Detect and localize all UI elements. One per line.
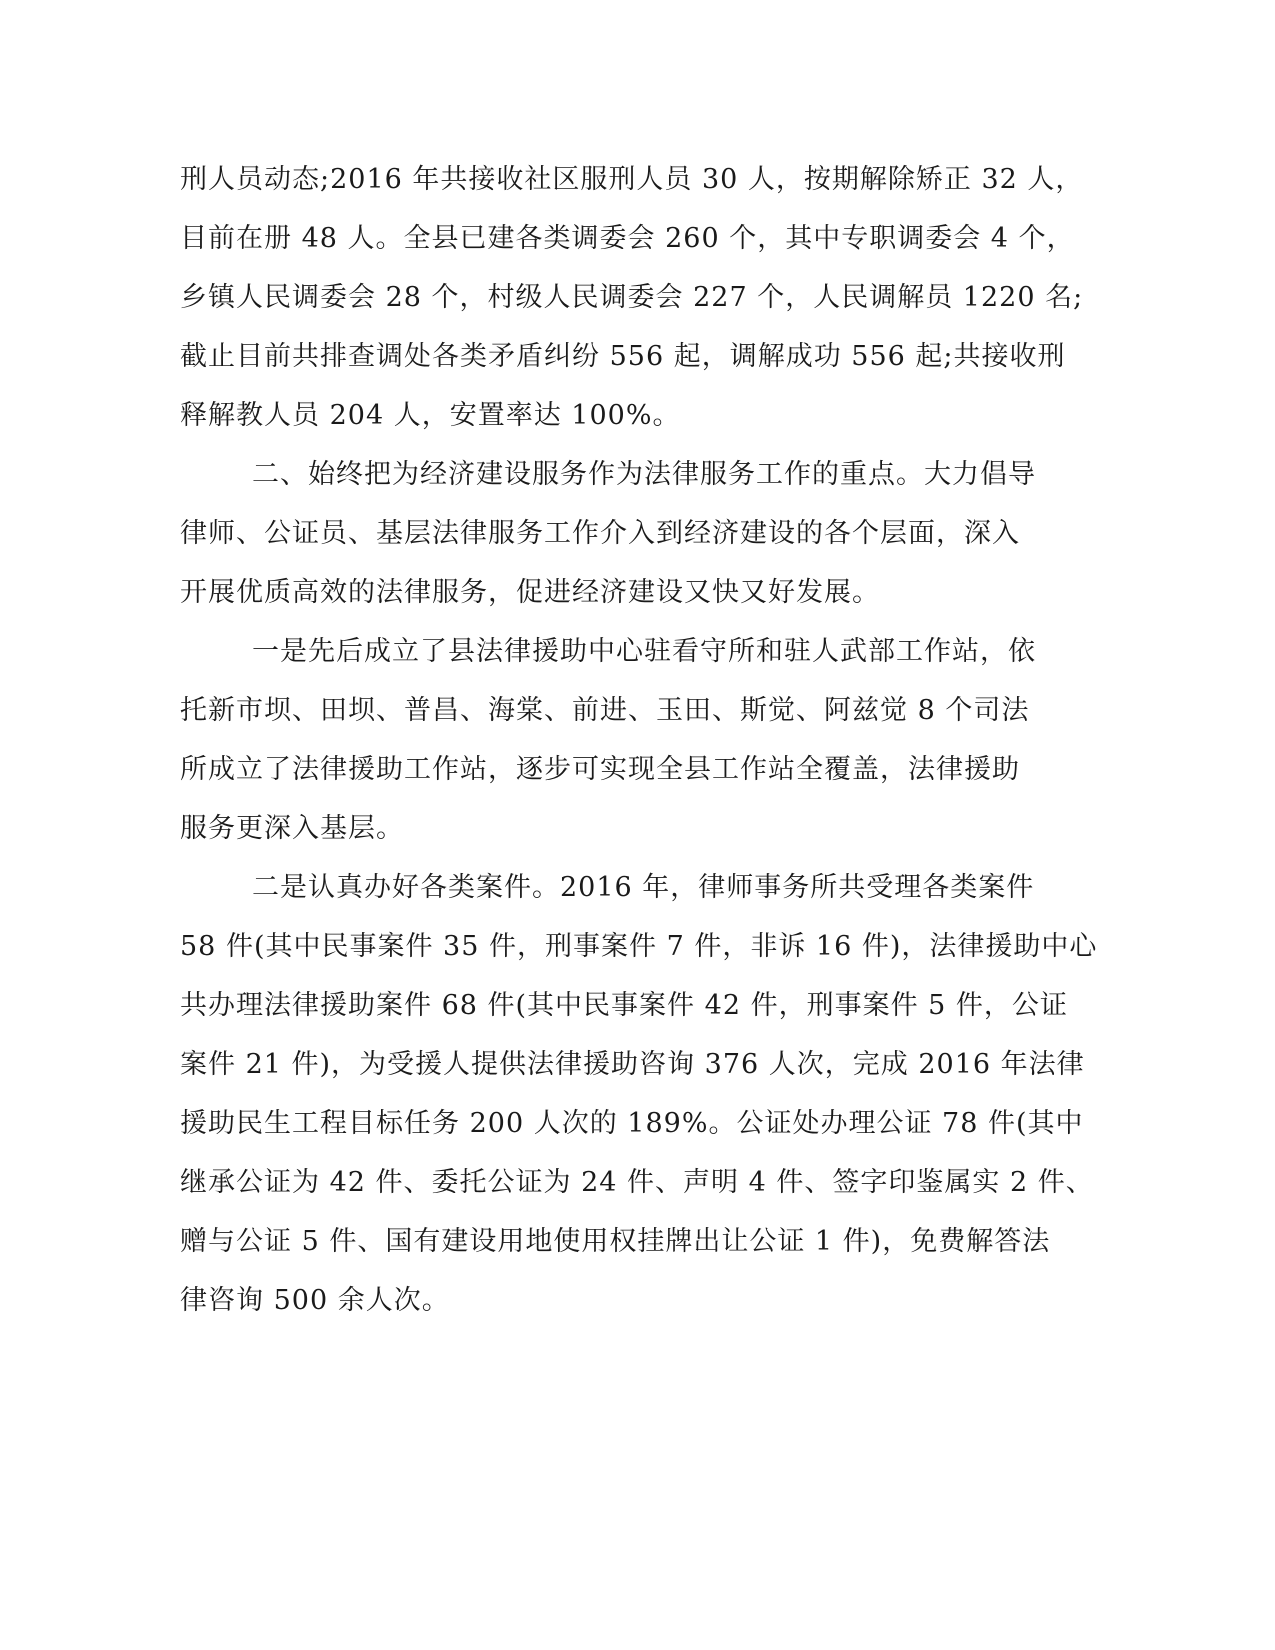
text-line: 服务更深入基层。 [180,813,404,844]
paragraph-first-line: 二、始终把为经济建设服务作为法律服务工作的重点。大力倡导 [252,459,1036,490]
text-line: 刑人员动态;2016 年共接收社区服刑人员 30 人，按期解除矫正 32 人， [180,164,1084,195]
text-line: 乡镇人民调委会 28 个，村级人民调委会 227 个，人民调解员 1220 名; [180,282,1084,313]
text-line: 律咨询 500 余人次。 [180,1285,450,1316]
text-line: 释解教人员 204 人，安置率达 100%。 [180,400,681,431]
text-line: 所成立了法律援助工作站，逐步可实现全县工作站全覆盖，法律援助 [180,754,1020,785]
text-line: 继承公证为 42 件、委托公证为 24 件、声明 4 件、签字印鉴属实 2 件、 [180,1167,1094,1198]
text-line: 共办理法律援助案件 68 件(其中民事案件 42 件，刑事案件 5 件，公证 [180,990,1068,1021]
text-line: 援助民生工程目标任务 200 人次的 189%。公证处办理公证 78 件(其中 [180,1108,1084,1139]
text-line: 58 件(其中民事案件 35 件，刑事案件 7 件，非诉 16 件)，法律援助中心 [180,931,1098,962]
paragraph-first-line: 一是先后成立了县法律援助中心驻看守所和驻人武部工作站，依 [252,636,1036,667]
text-line: 截止目前共排查调处各类矛盾纠纷 556 起，调解成功 556 起;共接收刑 [180,341,1066,372]
document-body [180,150,1098,1330]
text-line: 目前在册 48 人。全县已建各类调委会 260 个，其中专职调委会 4 个， [180,223,1075,254]
paragraph-first-line: 二是认真办好各类案件。2016 年，律师事务所共受理各类案件 [252,872,1035,903]
text-line: 赠与公证 5 件、国有建设用地使用权挂牌出让公证 1 件)，免费解答法 [180,1226,1051,1257]
text-line: 开展优质高效的法律服务，促进经济建设又快又好发展。 [180,577,880,608]
text-line: 托新市坝、田坝、普昌、海棠、前进、玉田、斯觉、阿兹觉 8 个司法 [180,695,1030,726]
text-line: 案件 21 件)，为受援人提供法律援助咨询 376 人次，完成 2016 年法律 [180,1049,1085,1080]
text-line: 律师、公证员、基层法律服务工作介入到经济建设的各个层面，深入 [180,518,1020,549]
